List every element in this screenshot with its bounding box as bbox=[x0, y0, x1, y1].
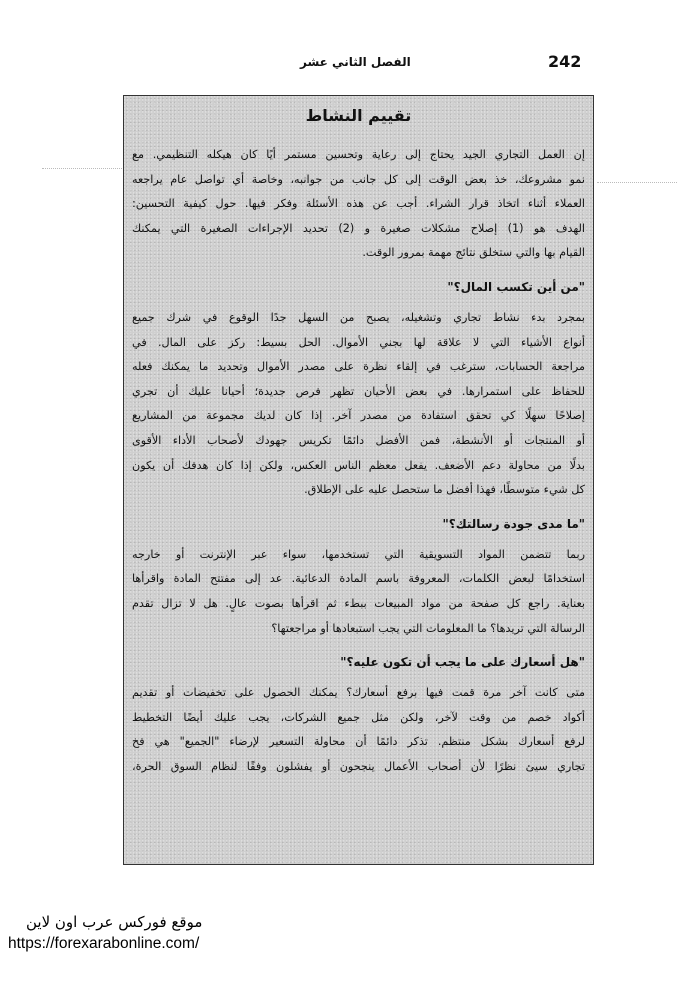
box-title: تقييم النشاط bbox=[305, 106, 412, 125]
text-line: أكواد خصم من وقت لآخر، ولكن مثل جميع الشركات، يجب عليك أيضًا التخطيط bbox=[132, 710, 585, 724]
text-line: نمو مشروعك، خذ بعض الوقت إلى كل جانب من جوانبه، وخاصة أي تواصل عام يراجعه bbox=[132, 172, 585, 186]
text-line: القيام بها والتي ستخلق نتائج مهمة بمرور الوقت. bbox=[362, 246, 585, 260]
section-heading-message-quality: "ما مدى جودة رسالتك؟" bbox=[442, 516, 585, 531]
footer-site-name: موقع فوركس عرب اون لاين bbox=[26, 913, 203, 931]
text-line: متى كانت آخر مرة قمت فيها برفع أسعارك؟ يمكنك الحصول على تخفيضات أو تقديم bbox=[132, 686, 585, 700]
text-line: استخدامًا لبعض الكلمات، المعروفة باسم المادة الدعائية. عد إلى مفتتح المادة واقرأها bbox=[132, 572, 585, 586]
text-line: بمجرد بدء نشاط تجاري وتشغيله، يصبح من السهل جدًا الوقوع في شرك جميع bbox=[132, 310, 585, 324]
text-line: للحفاظ على استمرارها. في بعض الأحيان تظهر فرص جديدة؛ أحيانا عليك أن تجري bbox=[132, 384, 585, 398]
section-heading-pricing: "هل أسعارك على ما يجب أن تكون عليه؟" bbox=[340, 655, 585, 670]
text-line: مراجعة الحسابات، سترغب في إلقاء نظرة على مصدر الأموال وتحديد ما يمكنك فعله bbox=[132, 360, 585, 374]
text-line: كل شيء متوسطًا، فهذا أفضل ما ستحصل عليه على الإطلاق. bbox=[304, 483, 585, 497]
text-line: الرسالة التي تريدها؟ ما المعلومات التي يجب استبعادها أو مراجعتها؟ bbox=[271, 621, 585, 635]
text-line: إن العمل التجاري الجيد يحتاج إلى رعاية وتحسين مستمر أيًا كان هيكله التنظيمي. مع bbox=[132, 148, 585, 161]
chapter-running-head: الفصل الثاني عشر bbox=[300, 55, 411, 69]
section-heading-where-money: "من أين تكسب المال؟" bbox=[447, 279, 585, 294]
text-line: تجاري سيئ نظرًا لأن أصحاب الأعمال ينجحون أو يفشلون وفقًا لنظام السوق الحرة، bbox=[132, 759, 585, 773]
text-line: أو المنتجات أو الأنشطة، فمن الأفضل دائمًا تكريس جهودك لأصحاب الأداء الأقوى bbox=[132, 433, 585, 447]
footer-url-link[interactable]: https://forexarabonline.com/ bbox=[8, 935, 200, 952]
page-number: 242 bbox=[548, 52, 582, 71]
section-paragraph-where-money bbox=[132, 306, 585, 503]
text-line: أنواع الأشياء التي لا علاقة لها بجني الأموال. الحل بسيط: ركز على المال. في bbox=[132, 335, 585, 349]
intro-paragraph bbox=[132, 143, 585, 266]
text-line: بدلًا من محاولة دعم الأضعف. يفعل معظم الناس العكس، ولكن إذا كان هدفك أن يكون bbox=[132, 458, 585, 472]
text-line: ربما تتضمن المواد التسويقية التي تستخدمها، سواء عبر الإنترنت أو خارجه bbox=[132, 547, 585, 561]
section-paragraph-pricing bbox=[132, 681, 585, 779]
section-paragraph-message-quality bbox=[132, 543, 585, 641]
scan-artifact-line-left bbox=[42, 168, 122, 169]
text-line: لرفع أسعارك بشكل منتظم. تذكر دائمًا أن محاولة التسعير لإرضاء "الجميع" هي فخ bbox=[132, 735, 585, 749]
text-line: الهدف هو (1) إصلاح مشكلات صغيرة و (2) تحديد الإجراءات الصغيرة التي يمكنك bbox=[132, 221, 585, 235]
scan-artifact-line-right bbox=[597, 182, 677, 183]
text-line: العملاء أثناء اتخاذ قرار الشراء. أجب عن هذه الأسئلة وفكر فيها. حول كيفية التحسين: bbox=[132, 197, 585, 211]
text-line: بعناية. راجع كل صفحة من مواد المبيعات ببطء ثم اقرأها بصوت عالٍ. هل لا تزال تقدم bbox=[132, 596, 585, 610]
text-line: إصلاحًا سهلًا كي تحقق استفادة من مصدر آخر. إذا كان لديك مجموعة من المشاريع bbox=[132, 409, 585, 423]
activity-evaluation-box bbox=[123, 95, 594, 865]
